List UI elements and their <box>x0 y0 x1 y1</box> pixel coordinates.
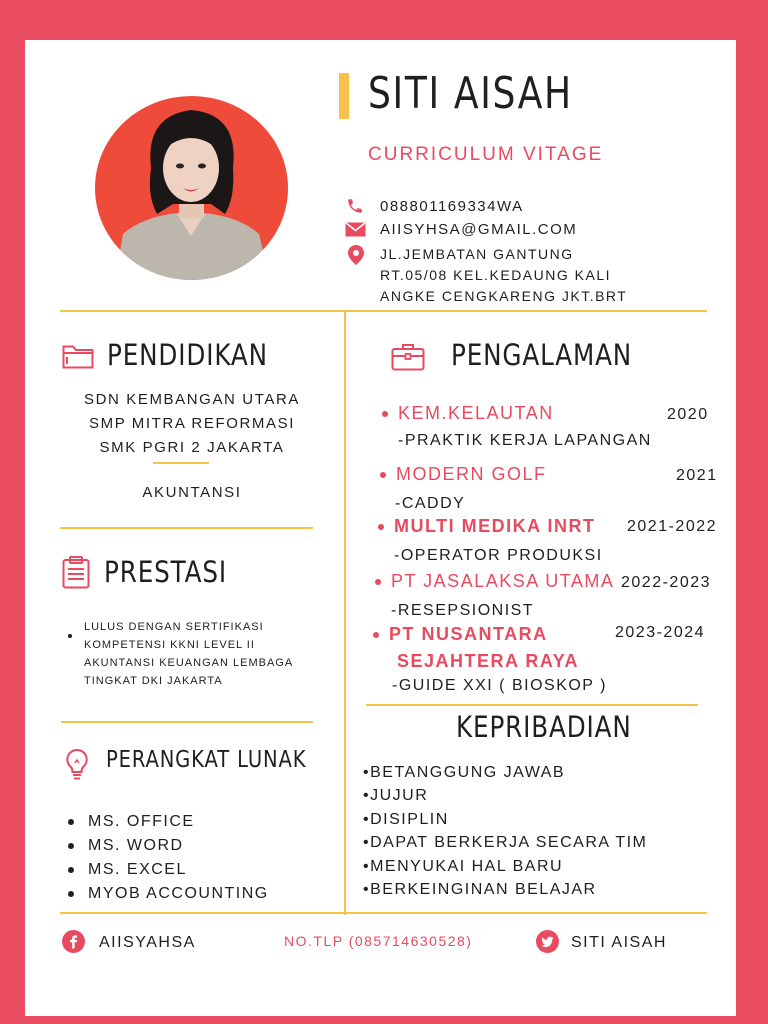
personality-item: •BETANGGUNG JAWAB <box>363 764 566 781</box>
divider-right-1 <box>366 704 698 706</box>
job-company-1 <box>382 403 554 424</box>
job-year-4: 2022-2023 <box>621 574 712 591</box>
software-label: MS. OFFICE <box>88 813 195 830</box>
school-2: SMP MITRA REFORMASI <box>89 415 295 432</box>
job-company-label: MODERN GOLF <box>396 464 547 484</box>
software-bullet <box>68 867 74 873</box>
job-bullet <box>373 632 379 638</box>
personality-item: •DAPAT BERKERJA SECARA TIM <box>363 834 648 852</box>
software-label: MS. WORD <box>88 837 184 854</box>
folder-icon <box>62 343 94 369</box>
personality-item: •DISIPLIN <box>363 810 449 828</box>
job-company-label: PT NUSANTARA <box>389 624 548 644</box>
resume-page <box>25 40 736 1016</box>
pendidikan-schools <box>57 388 327 460</box>
software-label: MS. EXCEL <box>88 861 187 878</box>
prestasi-bullet <box>68 627 84 645</box>
header-address <box>380 244 627 307</box>
job-year-2: 2021 <box>676 467 718 484</box>
twitter-icon[interactable] <box>536 930 559 953</box>
header-phone: 088801169334WA <box>380 198 524 215</box>
prestasi-title: PRESTASI <box>104 555 227 589</box>
location-pin-icon <box>348 245 364 265</box>
job-bullet <box>375 579 381 585</box>
address-line-2: RT.05/08 KEL.KEDAUNG KALI <box>380 267 611 283</box>
cv-subtitle: CURRICULUM VITAGE <box>368 144 604 165</box>
job-role-2: -CADDY <box>395 495 466 512</box>
software-item <box>68 810 269 834</box>
divider-bottom <box>60 912 707 914</box>
footer-twitter[interactable]: SITI AISAH <box>571 934 667 951</box>
software-item <box>68 834 269 858</box>
footer-facebook[interactable]: AIISYAHSA <box>99 934 196 951</box>
job-role-1: -PRAKTIK KERJA LAPANGAN <box>398 432 652 449</box>
divider-left-1 <box>60 527 313 529</box>
prestasi-text: LULUS DENGAN SERTIFIKASI KOMPETENSI KKNI LEVEL II AKUNTANSI KEUANGAN LEMBAGA TINGKAT DKI JAKARTA <box>84 621 293 687</box>
personality-item: •MENYUKAI HAL BARU <box>363 857 564 875</box>
software-item <box>68 882 269 906</box>
pengalaman-title: PENGALAMAN <box>451 338 633 372</box>
job-role-3: -OPERATOR PRODUKSI <box>394 547 603 564</box>
pendidikan-title: PENDIDIKAN <box>107 338 268 372</box>
personality-item: •BERKEINGINAN BELAJAR <box>363 881 597 899</box>
job-company-4 <box>375 571 614 592</box>
software-bullet <box>68 891 74 897</box>
job-company-5 <box>373 621 579 675</box>
job-company-5-line-2: SEJAHTERA RAYA <box>397 651 580 671</box>
job-year-3: 2021-2022 <box>627 518 718 535</box>
job-company-label: PT JASALAKSA UTAMA <box>391 571 615 591</box>
job-company-label: KEM.KELAUTAN <box>398 403 554 423</box>
profile-photo <box>95 96 288 280</box>
divider-left-2 <box>61 721 313 723</box>
kepribadian-title: KEPRIBADIAN <box>456 710 632 744</box>
personality-list <box>363 761 647 901</box>
job-company-5-line-1 <box>373 621 579 648</box>
software-list <box>68 810 269 906</box>
software-item <box>68 858 269 882</box>
address-line-3: ANGKE CENGKARENG JKT.BRT <box>380 288 628 304</box>
software-bullet <box>68 843 74 849</box>
header-accent-bar <box>339 73 349 119</box>
prestasi-bullet-dot <box>68 634 72 638</box>
job-company-3 <box>378 516 595 537</box>
perangkat-title: PERANGKAT LUNAK <box>106 747 307 773</box>
mail-icon <box>345 222 366 237</box>
pendidikan-major: AKUNTANSI <box>142 484 242 501</box>
job-company-2 <box>380 464 547 485</box>
school-3: SMK PGRI 2 JAKARTA <box>99 439 285 456</box>
job-company-label: MULTI MEDIKA INRT <box>394 516 596 536</box>
job-role-5: -GUIDE XXI ( BIOSKOP ) <box>392 677 607 694</box>
footer-phone: NO.TLP (085714630528) <box>284 933 473 949</box>
job-bullet <box>378 524 384 530</box>
job-bullet <box>382 411 388 417</box>
lightbulb-icon <box>65 748 89 782</box>
job-year-5: 2023-2024 <box>615 624 706 641</box>
header-email: AIISYHSA@GMAIL.COM <box>380 221 578 238</box>
divider-top <box>60 310 707 312</box>
school-1: SDN KEMBANGAN UTARA <box>84 391 300 408</box>
job-year-1: 2020 <box>667 406 709 423</box>
job-role-4: -RESEPSIONIST <box>391 602 535 619</box>
software-label: MYOB ACCOUNTING <box>88 885 269 902</box>
clipboard-icon <box>62 556 90 589</box>
briefcase-icon <box>391 342 425 371</box>
address-line-1: JL.JEMBATAN GANTUNG <box>380 246 574 262</box>
divider-vertical <box>344 311 346 915</box>
personality-item: •JUJUR <box>363 787 429 805</box>
facebook-icon[interactable] <box>62 930 85 953</box>
phone-icon <box>346 197 364 215</box>
person-name: SITI AISAH <box>368 68 573 119</box>
job-bullet <box>380 472 386 478</box>
software-bullet <box>68 819 74 825</box>
school-underline <box>153 462 209 464</box>
